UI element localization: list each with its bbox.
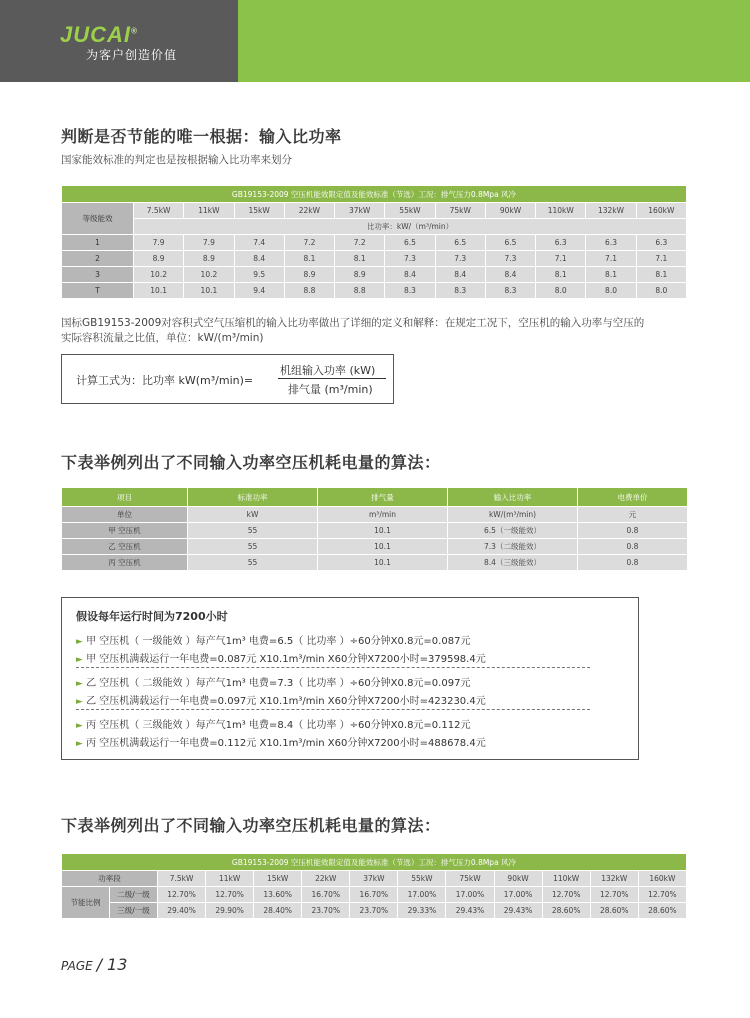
- formula-numerator: 机组输入功率 (kW): [280, 364, 376, 377]
- section-title-2: 下表举例列出了不同输入功率空压机耗电量的算法：: [61, 453, 441, 472]
- arrow-icon: ►: [76, 655, 83, 665]
- value-cell: 6.5: [435, 235, 485, 251]
- arrow-icon: ►: [76, 679, 83, 689]
- value-cell: 6.3: [636, 235, 686, 251]
- value-cell: 17.00%: [398, 887, 446, 903]
- power-header: 90kW: [494, 871, 542, 887]
- level-cell: 2: [62, 251, 134, 267]
- value-cell: 10.1: [318, 555, 448, 571]
- table-row: [62, 235, 687, 251]
- power-header: 132kW: [586, 203, 636, 219]
- value-cell: 7.1: [586, 251, 636, 267]
- value-cell: 28.60%: [542, 903, 590, 919]
- value-cell: 10.1: [318, 539, 448, 555]
- table-caption: GB19153-2009 空压机能效限定值及能效标准（节选）工况：排气压力0.8Mpa 风冷: [62, 854, 687, 871]
- header-green-panel: [238, 0, 750, 82]
- value-cell: 55: [188, 539, 318, 555]
- value-cell: 8.0: [536, 283, 586, 299]
- arrow-icon: ►: [76, 721, 83, 731]
- table-row: [62, 903, 687, 919]
- value-cell: 7.9: [134, 235, 184, 251]
- power-header: 37kW: [335, 203, 385, 219]
- value-cell: 8.1: [284, 251, 334, 267]
- value-cell: 7.3: [435, 251, 485, 267]
- value-cell: 17.00%: [446, 887, 494, 903]
- value-cell: 0.8: [578, 555, 688, 571]
- value-cell: 16.70%: [350, 887, 398, 903]
- value-cell: 6.3: [586, 235, 636, 251]
- table-row: [62, 539, 688, 555]
- column-header: 排气量: [318, 488, 448, 507]
- unit-label: 比功率：kW/（m³/min）: [134, 219, 687, 235]
- value-cell: 8.9: [134, 251, 184, 267]
- value-cell: 7.9: [184, 235, 234, 251]
- value-cell: 8.4: [485, 267, 535, 283]
- power-header: 11kW: [206, 871, 254, 887]
- power-header: 132kW: [590, 871, 638, 887]
- value-cell: 28.60%: [638, 903, 686, 919]
- value-cell: 6.5: [385, 235, 435, 251]
- calc-line: ► 乙 空压机满载运行一年电费=0.097元 X10.1m³/min X60分钟X7200小时=423230.4元: [76, 696, 486, 707]
- level-cell: 3: [62, 267, 134, 283]
- power-header: 15kW: [254, 871, 302, 887]
- power-header: 110kW: [536, 203, 586, 219]
- value-cell: 8.4: [385, 267, 435, 283]
- value-cell: 8.3: [385, 283, 435, 299]
- brand-logo: JUCAI®: [60, 22, 138, 47]
- row-label: 二级/一级: [110, 887, 158, 903]
- power-header: 7.5kW: [158, 871, 206, 887]
- row-label: 乙 空压机: [62, 539, 188, 555]
- value-cell: 13.60%: [254, 887, 302, 903]
- value-cell: 8.1: [586, 267, 636, 283]
- power-header: 75kW: [435, 203, 485, 219]
- value-cell: 23.70%: [302, 903, 350, 919]
- calculation-box: [61, 597, 639, 760]
- value-cell: 12.70%: [206, 887, 254, 903]
- value-cell: 7.1: [636, 251, 686, 267]
- value-cell: 7.3（二级能效）: [448, 539, 578, 555]
- row-label: 丙 空压机: [62, 555, 188, 571]
- value-cell: 7.3: [385, 251, 435, 267]
- definition-line-1: 国标GB19153-2009对容积式空气压缩机的输入比功率做出了详细的定义和解释：在规定工况下，空压机的输入功率与空压的: [61, 317, 645, 329]
- value-cell: 7.2: [335, 235, 385, 251]
- section-title-3: 下表举例列出了不同输入功率空压机耗电量的算法：: [61, 816, 441, 835]
- arrow-icon: ►: [76, 739, 83, 749]
- table-row: [62, 219, 687, 235]
- calc-line: ► 丙 空压机满载运行一年电费=0.112元 X10.1m³/min X60分钟X7200小时=488678.4元: [76, 738, 486, 749]
- value-cell: 元: [578, 507, 688, 523]
- value-cell: 8.9: [184, 251, 234, 267]
- value-cell: kW: [188, 507, 318, 523]
- value-cell: 12.70%: [638, 887, 686, 903]
- value-cell: 10.1: [184, 283, 234, 299]
- power-header: 15kW: [234, 203, 284, 219]
- calculation-title: 假设每年运行时间为7200小时: [76, 610, 228, 623]
- section-title-1: 判断是否节能的唯一根据：输入比功率: [61, 127, 342, 146]
- table-row: [62, 555, 688, 571]
- value-cell: 28.60%: [590, 903, 638, 919]
- value-cell: 9.4: [234, 283, 284, 299]
- value-cell: 10.2: [184, 267, 234, 283]
- row-label: 单位: [62, 507, 188, 523]
- level-cell: 1: [62, 235, 134, 251]
- level-cell: T: [62, 283, 134, 299]
- value-cell: 8.8: [284, 283, 334, 299]
- row-label: 甲 空压机: [62, 523, 188, 539]
- table-row: [62, 871, 687, 887]
- value-cell: 6.5: [485, 235, 535, 251]
- header-dark-panel: [0, 0, 238, 82]
- value-cell: 8.1: [536, 267, 586, 283]
- value-cell: 55: [188, 555, 318, 571]
- power-header: 22kW: [302, 871, 350, 887]
- dashed-divider: [76, 709, 590, 710]
- brand-slogan: 为客户创造价值: [86, 48, 178, 62]
- value-cell: 7.4: [234, 235, 284, 251]
- table-row: [62, 887, 687, 903]
- value-cell: 28.40%: [254, 903, 302, 919]
- formula-label: 计算工式为：比功率 kW(m³/min)=: [76, 374, 254, 387]
- saving-ratio-table: [61, 853, 687, 919]
- section-subtitle-1: 国家能效标准的判定也是按根据输入比功率来划分: [61, 154, 292, 166]
- page-number: PAGE / 13: [61, 955, 128, 974]
- value-cell: 16.70%: [302, 887, 350, 903]
- value-cell: 8.4（三级能效）: [448, 555, 578, 571]
- row-label: 三级/一级: [110, 903, 158, 919]
- value-cell: 8.9: [284, 267, 334, 283]
- calc-line: ► 乙 空压机（ 二级能效 ）每产气1m³ 电费=7.3（ 比功率 ）÷60分钟X0.8元=0.097元: [76, 678, 471, 689]
- column-header: 项目: [62, 488, 188, 507]
- power-cost-table: [61, 487, 688, 571]
- value-cell: 8.0: [586, 283, 636, 299]
- power-header: 7.5kW: [134, 203, 184, 219]
- table-row: [62, 283, 687, 299]
- power-header: 55kW: [385, 203, 435, 219]
- power-header: 37kW: [350, 871, 398, 887]
- value-cell: 6.5（一级能效）: [448, 523, 578, 539]
- value-cell: 7.2: [284, 235, 334, 251]
- value-cell: 55: [188, 523, 318, 539]
- value-cell: 8.1: [636, 267, 686, 283]
- value-cell: 29.40%: [158, 903, 206, 919]
- power-segment-label: 功率段: [62, 871, 158, 887]
- value-cell: 12.70%: [590, 887, 638, 903]
- value-cell: 8.4: [435, 267, 485, 283]
- value-cell: 29.43%: [446, 903, 494, 919]
- value-cell: 8.3: [435, 283, 485, 299]
- value-cell: 10.2: [134, 267, 184, 283]
- efficiency-standard-table: [61, 185, 687, 299]
- table-caption-row: [62, 186, 687, 203]
- table-row: [62, 203, 687, 219]
- value-cell: 29.33%: [398, 903, 446, 919]
- power-header: 160kW: [638, 871, 686, 887]
- value-cell: 23.70%: [350, 903, 398, 919]
- table-row: [62, 523, 688, 539]
- power-header: 22kW: [284, 203, 334, 219]
- table-row: [62, 507, 688, 523]
- power-header: 75kW: [446, 871, 494, 887]
- group-label: 节能比例: [62, 887, 110, 919]
- arrow-icon: ►: [76, 697, 83, 707]
- value-cell: 17.00%: [494, 887, 542, 903]
- arrow-icon: ►: [76, 637, 83, 647]
- calc-line: ► 丙 空压机（ 三级能效 ）每产气1m³ 电费=8.4（ 比功率 ）÷60分钟X0.8元=0.112元: [76, 720, 471, 731]
- value-cell: 8.9: [335, 267, 385, 283]
- value-cell: 10.1: [318, 523, 448, 539]
- value-cell: 29.90%: [206, 903, 254, 919]
- value-cell: 12.70%: [542, 887, 590, 903]
- formula-box: [61, 354, 394, 404]
- table-caption-row: [62, 854, 687, 871]
- power-header: 90kW: [485, 203, 535, 219]
- table-row: [62, 267, 687, 283]
- column-header: 电费单价: [578, 488, 688, 507]
- definition-line-2: 实际容积流量之比值，单位：kW/(m³/min): [61, 332, 264, 344]
- value-cell: m³/min: [318, 507, 448, 523]
- value-cell: 7.1: [536, 251, 586, 267]
- level-label: 等级能效: [62, 203, 134, 235]
- value-cell: 8.8: [335, 283, 385, 299]
- calc-line: ► 甲 空压机满载运行一年电费=0.087元 X10.1m³/min X60分钟X7200小时=379598.4元: [76, 654, 486, 665]
- table-caption: GB19153-2009 空压机能效限定值及能效标准（节选）工况：排气压力0.8Mpa 风冷: [62, 186, 687, 203]
- power-header: 55kW: [398, 871, 446, 887]
- value-cell: 8.4: [234, 251, 284, 267]
- value-cell: 12.70%: [158, 887, 206, 903]
- table-row: [62, 251, 687, 267]
- calc-line: ► 甲 空压机（ 一级能效 ）每产气1m³ 电费=6.5（ 比功率 ）÷60分钟X0.8元=0.087元: [76, 636, 471, 647]
- value-cell: 9.5: [234, 267, 284, 283]
- fraction-line: [278, 378, 386, 379]
- value-cell: kW/(m³/min): [448, 507, 578, 523]
- value-cell: 8.0: [636, 283, 686, 299]
- value-cell: 0.8: [578, 539, 688, 555]
- value-cell: 8.3: [485, 283, 535, 299]
- power-header: 110kW: [542, 871, 590, 887]
- power-header: 160kW: [636, 203, 686, 219]
- value-cell: 10.1: [134, 283, 184, 299]
- value-cell: 6.3: [536, 235, 586, 251]
- table-header-row: [62, 488, 688, 507]
- value-cell: 8.1: [335, 251, 385, 267]
- value-cell: 0.8: [578, 523, 688, 539]
- value-cell: 29.43%: [494, 903, 542, 919]
- dashed-divider: [76, 667, 590, 668]
- column-header: 标准功率: [188, 488, 318, 507]
- value-cell: 7.3: [485, 251, 535, 267]
- formula-denominator: 排气量 (m³/min): [288, 383, 373, 396]
- power-header: 11kW: [184, 203, 234, 219]
- column-header: 输入比功率: [448, 488, 578, 507]
